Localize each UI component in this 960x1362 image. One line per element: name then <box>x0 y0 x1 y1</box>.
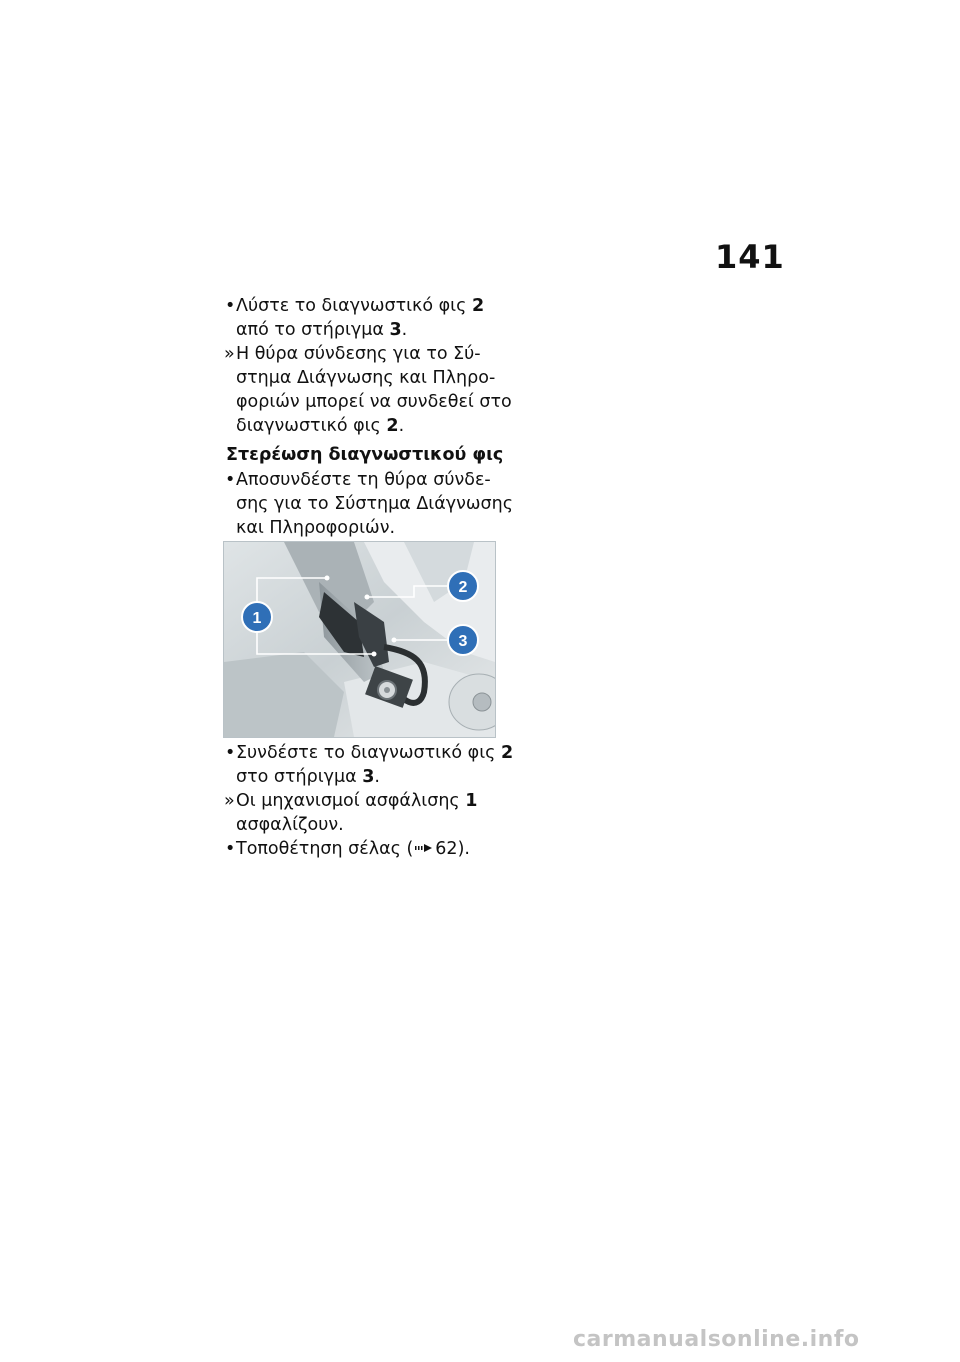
callout-1-label: 1 <box>252 610 262 627</box>
result-1-line-1: Η θύρα σύνδεσης για το Σύ- <box>236 344 481 364</box>
callout-3-label: 3 <box>458 633 468 650</box>
page-reference-link[interactable]: 62 <box>435 839 458 859</box>
result-1-line-4: διαγνωστικό φις 2. <box>236 416 405 436</box>
figure-illustration <box>224 542 495 737</box>
ref-number: 2 <box>500 743 514 763</box>
ref-number: 1 <box>465 791 478 811</box>
page-number: 141 <box>715 238 785 276</box>
ref-number: 2 <box>386 416 399 436</box>
watermark: carmanualsonline.info <box>573 1327 860 1352</box>
callout-2-label: 2 <box>458 579 468 596</box>
ref-number: 3 <box>362 767 375 787</box>
step-2-2-line-2: στο στήριγμα 3. <box>236 767 380 787</box>
page-reference-arrow-icon <box>415 837 433 861</box>
callout-1 <box>242 602 272 632</box>
ref-number: 2 <box>471 296 485 316</box>
step-2-1-line-2: σης για το Σύστημα Διάγνωσης <box>236 494 514 514</box>
result-1-line-2: στημα Διάγνωσης και Πληρο- <box>236 368 496 388</box>
result-2-line-2: ασφαλίζουν. <box>236 815 344 835</box>
callout-3 <box>448 625 478 655</box>
step-2-2-line-1: Συνδέστε το διαγνωστικό φις 2 <box>236 743 514 763</box>
result-1-line-3: φοριών μπορεί να συνδεθεί στο <box>236 392 512 412</box>
step-2-1-line-3: και Πληροφοριών. <box>236 518 396 538</box>
bullet: • <box>225 743 236 763</box>
section-heading: Στερέωση διαγνωστικού φις <box>226 445 504 465</box>
diagnostic-plug-figure <box>223 541 496 738</box>
step-1-line-1: Λύστε το διαγνωστικό φις 2 <box>236 296 485 316</box>
bullet: • <box>225 470 236 490</box>
step-2-3-line-1: Τοποθέτηση σέλας ( 62). <box>236 839 470 859</box>
callout-2 <box>448 571 478 601</box>
step-1-line-2: από το στήριγμα 3. <box>236 320 408 340</box>
result-marker: » <box>224 791 235 811</box>
result-2-line-1: Οι μηχανισμοί ασφάλισης 1 <box>236 791 478 811</box>
bullet: • <box>225 839 236 859</box>
bullet: • <box>225 296 236 316</box>
result-marker: » <box>224 344 235 364</box>
step-2-1-line-1: Αποσυνδέστε τη θύρα σύνδε- <box>236 470 491 490</box>
ref-number: 3 <box>389 320 402 340</box>
